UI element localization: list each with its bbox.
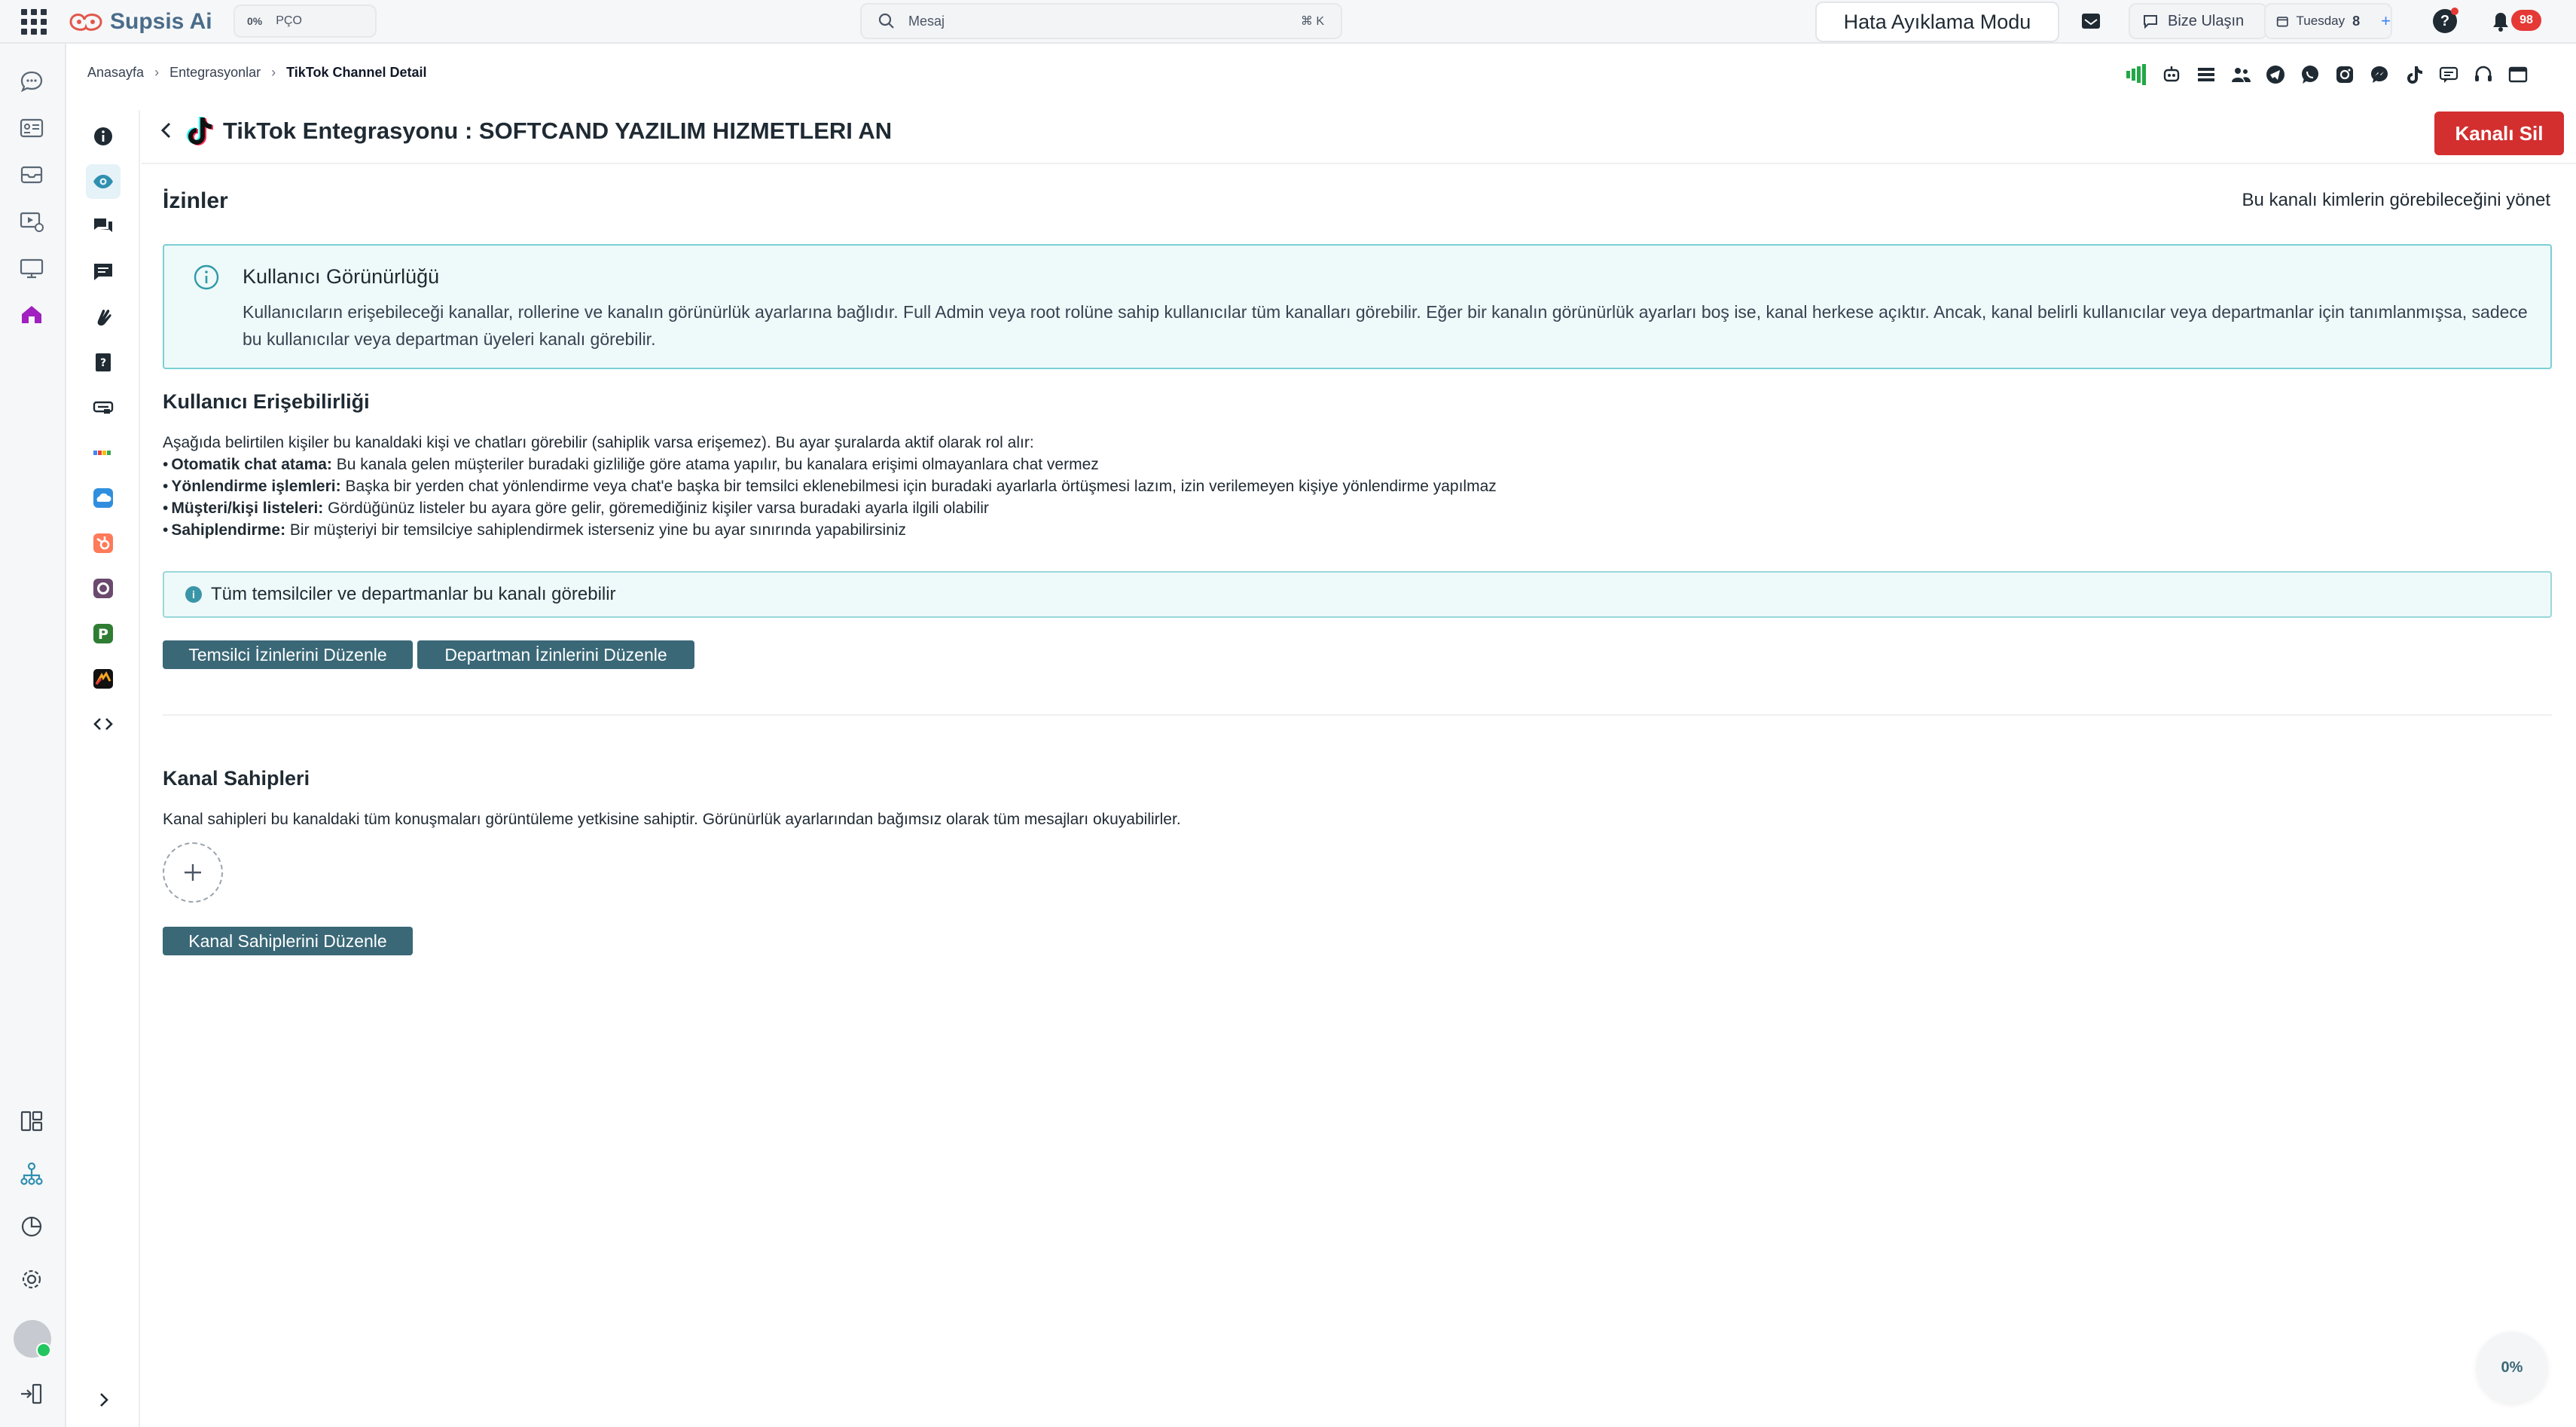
back-arrow-icon[interactable] <box>155 119 178 142</box>
breadcrumb-separator-icon: › <box>271 65 276 80</box>
visibility-info-text: Kullanıcıların erişebileceği kanallar, rollerine ve kanalın görünürlük ayarlarına bağlıdır. Full Admin veya root rolüne sahip kullanıcılar tüm kanalları görebilir. Eğer bir kanalın görünürlük ayarları boş ise, kanal herkese açıktır. Ancak, kanal belirli kullanıcılar veya departmanlar için tanımlanmışsa, sadece bu kullanıcılar veya departman üyeleri kanalı görebilir. <box>243 302 2528 349</box>
access-rules-list <box>163 454 1497 541</box>
telegram-icon[interactable] <box>2264 63 2287 86</box>
info-circle-icon <box>193 264 220 291</box>
layout-panels-icon[interactable] <box>17 1106 47 1136</box>
instagram-icon[interactable] <box>2333 63 2356 86</box>
calendar-icon <box>2276 14 2289 29</box>
search-icon <box>878 13 895 29</box>
signal-bars-icon[interactable] <box>2126 63 2148 86</box>
chat-bubble-icon <box>2142 13 2159 29</box>
expand-chevron-icon[interactable] <box>95 1391 113 1409</box>
sms-icon[interactable] <box>2437 63 2460 86</box>
info-icon[interactable] <box>86 119 121 154</box>
page-header <box>142 99 2576 164</box>
contact-us-button[interactable] <box>2129 3 2267 39</box>
breadcrumb-separator-icon: › <box>154 65 160 80</box>
top-bar <box>0 0 2576 44</box>
manage-visibility-link[interactable]: Bu kanalı kimlerin görebileceğini yönet <box>2242 190 2550 210</box>
progress-label: PÇO <box>276 14 302 27</box>
org-chart-icon[interactable] <box>17 1159 47 1189</box>
rule-text: Bir müşteriyi bir temsilciye sahiplendirmek isterseniz yine bu ayar sınırında yapabilirsiniz <box>285 521 907 539</box>
archive-box-icon[interactable] <box>17 160 47 190</box>
search-placeholder: Mesaj <box>908 13 945 29</box>
channel-owners-description: Kanal sahipleri bu kanaldaki tüm konuşmaları görüntüleme yetkisine sahiptir. Görünürlük ayarlarından bağımsız olarak tüm mesajları okuyabilirler. <box>163 811 1181 828</box>
chats-icon[interactable] <box>17 66 47 96</box>
headset-icon[interactable] <box>2472 63 2495 86</box>
settings-gear-icon[interactable] <box>17 1264 47 1294</box>
rule-text: Başka bir yerden chat yönlendirme veya chat'e başka bir temsilci eklenebilmesi için buradaki ayarlarla örtüşmesi lazım, izin verilemeyen kişiye yönlendirme yapılmaz <box>340 478 1497 495</box>
app-logo[interactable] <box>68 5 212 39</box>
list-item <box>163 475 1497 497</box>
channel-sub-sidebar <box>66 110 140 1427</box>
notification-count-badge: 98 <box>2511 10 2541 31</box>
channel-owners-title: Kanal Sahipleri <box>163 767 310 790</box>
visibility-info-box <box>163 244 2552 369</box>
visibility-info-title: Kullanıcı Görünürlüğü <box>243 265 440 288</box>
channel-toolbar <box>2126 63 2529 86</box>
user-avatar[interactable] <box>14 1320 51 1358</box>
edit-channel-owners-button[interactable]: Kanal Sahiplerini Düzenle <box>163 927 413 955</box>
info-dot-icon: i <box>185 586 202 603</box>
user-access-description: Aşağıda belirtilen kişiler bu kanaldaki kişi ve chatları görebilir (sahiplik varsa erişemez). Bu ayar şuralarda aktif olarak rol alır: <box>163 434 1034 451</box>
contact-us-label: Bize Ulaşın <box>2168 12 2245 29</box>
svg-text:P: P <box>98 626 108 643</box>
breadcrumb <box>87 65 427 81</box>
link-card-icon[interactable] <box>86 390 121 425</box>
rule-text: Bu kanala gelen müşteriler buradaki gizliliğe göre atama yapılır, bu kanalara erişimi olmayanlara chat vermez <box>331 456 1099 473</box>
rule-label: Müşteri/kişi listeleri: <box>171 500 324 517</box>
all-agents-note <box>163 571 2552 618</box>
permissions-title: İzinler <box>163 188 228 213</box>
users-group-icon[interactable] <box>2230 63 2252 86</box>
rule-label: Yönlendirme işlemleri: <box>171 478 341 495</box>
monitor-icon[interactable] <box>17 253 47 283</box>
whatsapp-icon[interactable] <box>2299 63 2321 86</box>
media-settings-icon[interactable] <box>17 206 47 237</box>
tiktok-logo-icon <box>181 113 217 149</box>
date-day: Tuesday <box>2296 14 2346 28</box>
progress-pill[interactable] <box>233 5 377 38</box>
list-item <box>163 454 1497 475</box>
page-title: TikTok Entegrasyonu : SOFTCAND YAZILIM HIZMETLERI AN <box>223 118 893 144</box>
section-divider <box>163 714 2552 716</box>
rule-text: Gördüğünüz listeler bu ayara göre gelir, göremediğiniz kişiler varsa buradaki ayarla ilgili olabilir <box>323 500 989 517</box>
progress-fab[interactable]: 0% <box>2477 1332 2547 1403</box>
brand-app-icon[interactable] <box>86 662 121 696</box>
add-event-icon[interactable]: + <box>2381 11 2391 30</box>
google-ads-icon[interactable] <box>86 435 121 470</box>
help-icon[interactable]: ? <box>2433 9 2457 33</box>
cloud-storage-icon[interactable] <box>86 481 121 515</box>
breadcrumb-current: TikTok Channel Detail <box>286 65 427 80</box>
all-agents-note-text: Tüm temsilciler ve departmanlar bu kanalı görebilir <box>211 584 616 604</box>
main-sidebar <box>0 44 66 1427</box>
list-icon[interactable] <box>2195 63 2217 86</box>
svg-text:?: ? <box>99 357 107 369</box>
rule-label: Otomatik chat atama: <box>171 456 332 473</box>
debug-mode-button[interactable]: Hata Ayıklama Modu <box>1815 2 2059 42</box>
circle-app-icon[interactable] <box>86 571 121 606</box>
edit-department-permissions-button[interactable]: Departman İzinlerini Düzenle <box>417 640 694 669</box>
hubspot-icon[interactable] <box>86 526 121 561</box>
p-app-icon[interactable] <box>86 616 121 651</box>
breadcrumb-integrations[interactable]: Entegrasyonlar <box>169 65 261 80</box>
list-item <box>163 519 1497 541</box>
date-number: 8 <box>2352 13 2361 29</box>
delete-channel-button[interactable]: Kanalı Sil <box>2434 112 2564 155</box>
app-name: Supsis Ai <box>110 9 212 34</box>
faq-book-icon[interactable] <box>86 345 121 380</box>
code-icon[interactable] <box>86 707 121 741</box>
user-access-title: Kullanıcı Erişebilirliği <box>163 390 370 413</box>
search-shortcut: ⌘ K <box>1300 15 1324 28</box>
messenger-icon[interactable] <box>2368 63 2391 86</box>
apps-grid-icon[interactable] <box>21 9 47 35</box>
search-input[interactable] <box>860 3 1342 39</box>
conversations-icon[interactable] <box>86 209 121 244</box>
inbox-icon[interactable] <box>2079 9 2103 33</box>
contacts-card-icon[interactable] <box>17 113 47 143</box>
breadcrumb-home[interactable]: Anasayfa <box>87 65 145 80</box>
integrations-home-icon[interactable] <box>17 300 47 330</box>
window-icon[interactable] <box>2507 63 2529 86</box>
add-owner-button[interactable] <box>163 842 223 903</box>
date-button[interactable] <box>2264 3 2392 39</box>
message-icon[interactable] <box>86 255 121 289</box>
tiktok-small-icon[interactable] <box>2403 63 2425 86</box>
edit-agent-permissions-button[interactable]: Temsilci İzinlerini Düzenle <box>163 640 413 669</box>
progress-percent: 0% <box>247 15 263 27</box>
supsis-logo-icon <box>68 9 104 35</box>
rule-label: Sahiplendirme: <box>171 521 286 539</box>
reports-pie-icon[interactable] <box>17 1212 47 1242</box>
hand-wave-icon[interactable] <box>86 300 121 335</box>
logout-icon[interactable] <box>17 1379 47 1409</box>
list-item <box>163 497 1497 519</box>
visibility-eye-icon[interactable] <box>86 164 121 199</box>
robot-icon[interactable] <box>2160 63 2183 86</box>
plus-icon <box>180 860 206 885</box>
